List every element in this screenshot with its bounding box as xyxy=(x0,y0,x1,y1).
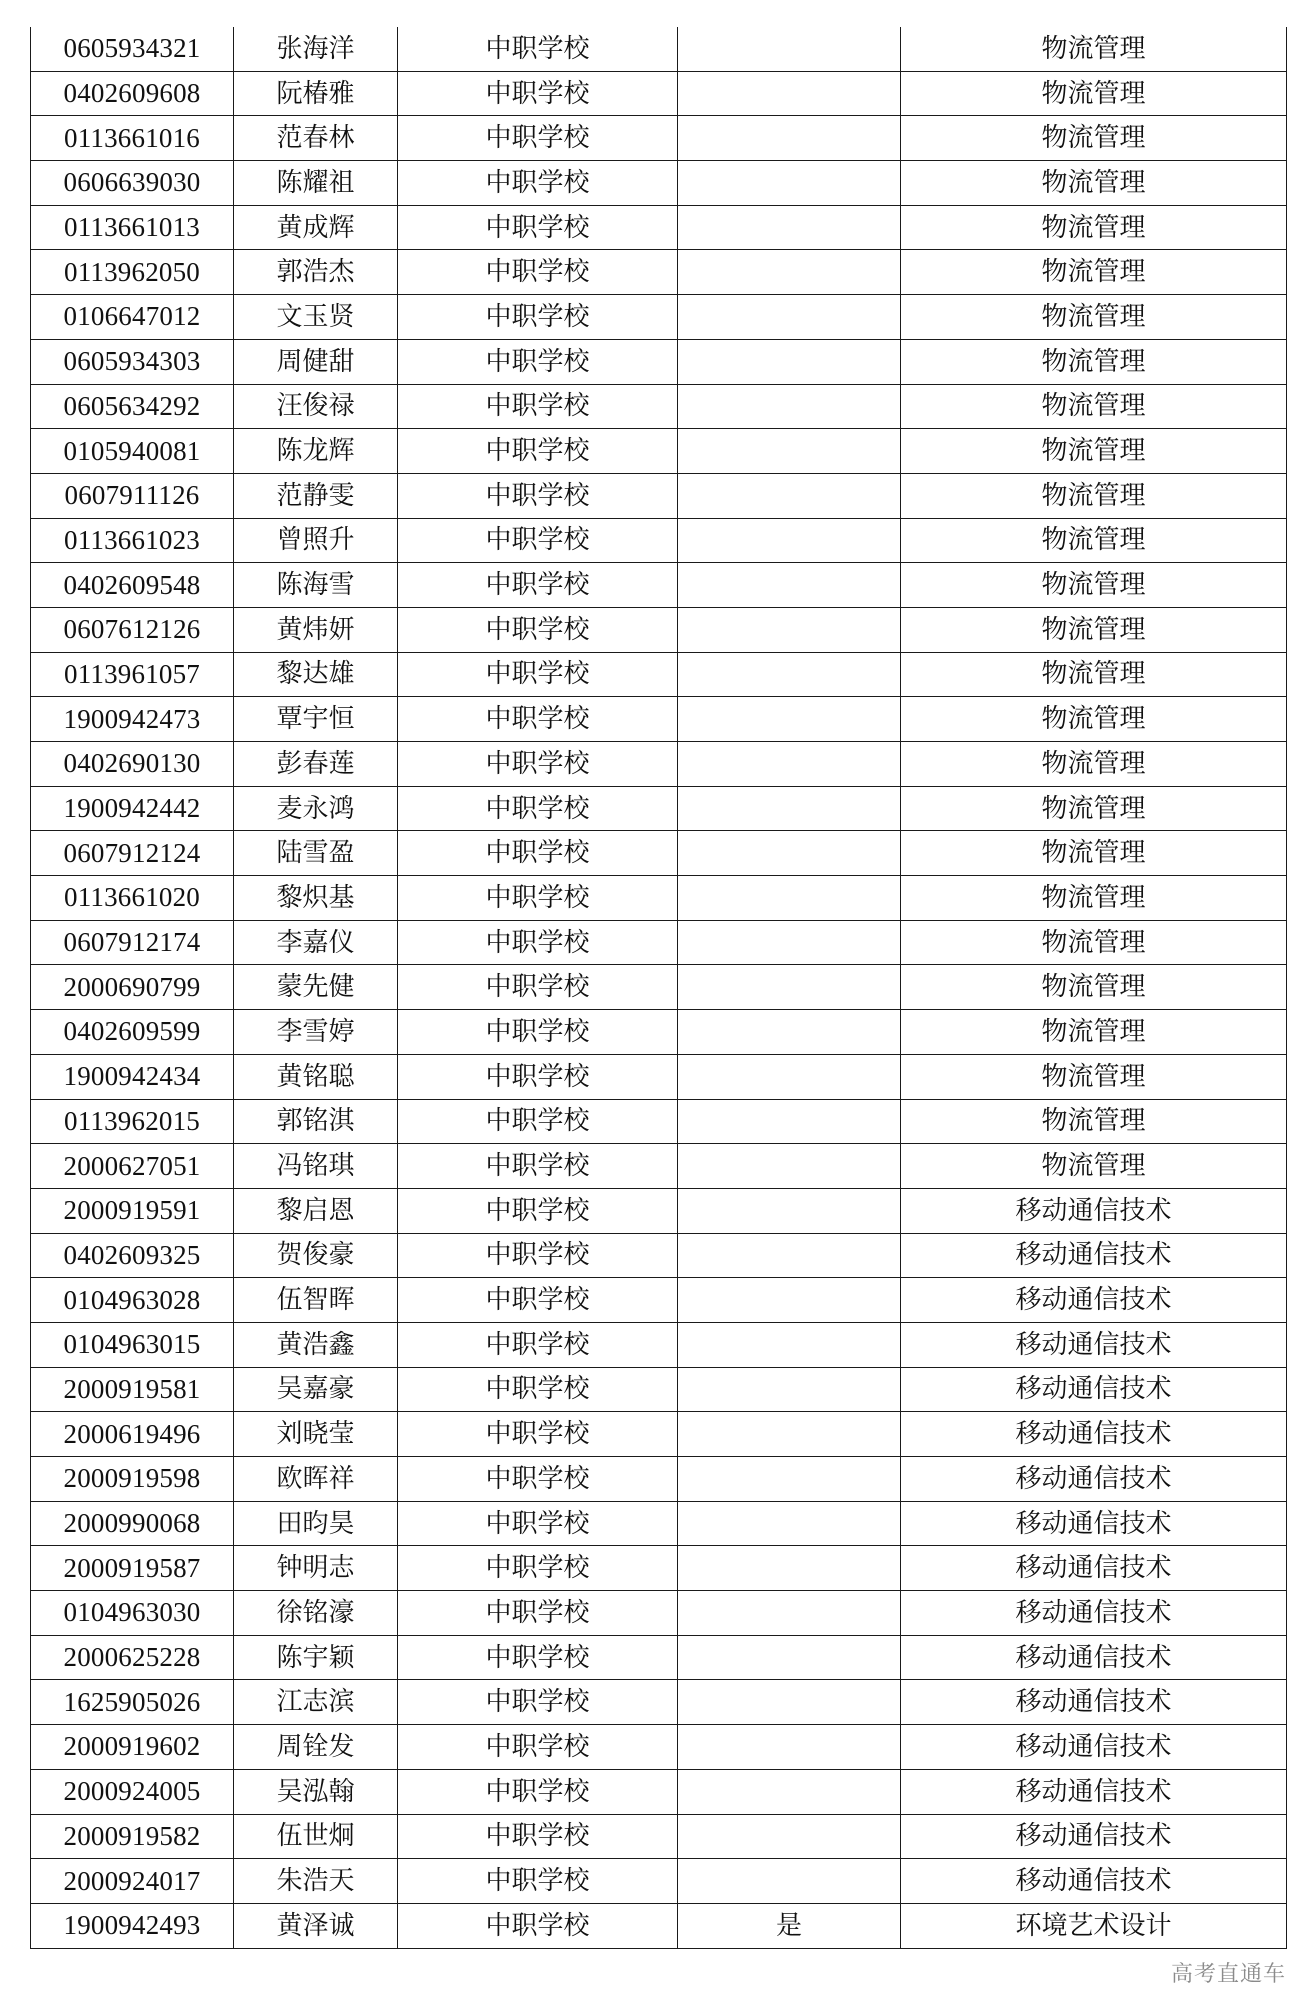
major-cell: 物流管理 xyxy=(901,563,1287,608)
school-type-cell: 中职学校 xyxy=(398,250,678,295)
major-cell: 移动通信技术 xyxy=(901,1367,1287,1412)
flag-cell xyxy=(678,518,901,563)
flag-cell xyxy=(678,1635,901,1680)
table-row xyxy=(31,518,1287,563)
major-cell: 物流管理 xyxy=(901,429,1287,474)
student-name-cell: 李雪婷 xyxy=(234,1010,398,1055)
candidate-number-cell: 1900942434 xyxy=(31,1054,234,1099)
table-row xyxy=(31,1278,1287,1323)
student-name-cell: 黄成辉 xyxy=(234,205,398,250)
table-row xyxy=(31,384,1287,429)
student-name-cell: 汪俊禄 xyxy=(234,384,398,429)
student-name-cell: 贺俊豪 xyxy=(234,1233,398,1278)
flag-cell xyxy=(678,116,901,161)
school-type-cell: 中职学校 xyxy=(398,1680,678,1725)
school-type-cell: 中职学校 xyxy=(398,1099,678,1144)
flag-cell xyxy=(678,1054,901,1099)
student-name-cell: 黄浩鑫 xyxy=(234,1322,398,1367)
student-name-cell: 郭铭淇 xyxy=(234,1099,398,1144)
table-row xyxy=(31,71,1287,116)
student-name-cell: 徐铭濠 xyxy=(234,1591,398,1636)
major-cell: 移动通信技术 xyxy=(901,1859,1287,1904)
student-name-cell: 黎启恩 xyxy=(234,1188,398,1233)
school-type-cell: 中职学校 xyxy=(398,1144,678,1189)
flag-cell xyxy=(678,1457,901,1502)
flag-cell xyxy=(678,1099,901,1144)
major-cell: 环境艺术设计 xyxy=(901,1903,1287,1948)
table-row xyxy=(31,1367,1287,1412)
table-row xyxy=(31,429,1287,474)
candidate-number-cell: 0607612126 xyxy=(31,607,234,652)
major-cell: 物流管理 xyxy=(901,876,1287,921)
candidate-number-cell: 1900942493 xyxy=(31,1903,234,1948)
flag-cell xyxy=(678,1501,901,1546)
candidate-number-cell: 0113961057 xyxy=(31,652,234,697)
candidate-number-cell: 2000919581 xyxy=(31,1367,234,1412)
candidate-number-cell: 0605934321 xyxy=(31,27,234,71)
student-name-cell: 彭春莲 xyxy=(234,742,398,787)
student-name-cell: 陆雪盈 xyxy=(234,831,398,876)
flag-cell xyxy=(678,920,901,965)
school-type-cell: 中职学校 xyxy=(398,339,678,384)
candidate-number-cell: 0402609608 xyxy=(31,71,234,116)
flag-cell xyxy=(678,563,901,608)
major-cell: 移动通信技术 xyxy=(901,1725,1287,1770)
school-type-cell: 中职学校 xyxy=(398,1412,678,1457)
major-cell: 物流管理 xyxy=(901,607,1287,652)
candidate-number-cell: 0104963015 xyxy=(31,1322,234,1367)
table-row xyxy=(31,1233,1287,1278)
major-cell: 移动通信技术 xyxy=(901,1680,1287,1725)
school-type-cell: 中职学校 xyxy=(398,27,678,71)
flag-cell xyxy=(678,205,901,250)
major-cell: 物流管理 xyxy=(901,1010,1287,1055)
candidate-number-cell: 0113661023 xyxy=(31,518,234,563)
student-name-cell: 陈宇颖 xyxy=(234,1635,398,1680)
student-name-cell: 周铨发 xyxy=(234,1725,398,1770)
candidate-number-cell: 0113661013 xyxy=(31,205,234,250)
school-type-cell: 中职学校 xyxy=(398,920,678,965)
flag-cell xyxy=(678,652,901,697)
major-cell: 物流管理 xyxy=(901,1099,1287,1144)
table-row xyxy=(31,116,1287,161)
school-type-cell: 中职学校 xyxy=(398,607,678,652)
flag-cell xyxy=(678,965,901,1010)
candidate-number-cell: 2000919582 xyxy=(31,1814,234,1859)
flag-cell xyxy=(678,697,901,742)
table-row xyxy=(31,965,1287,1010)
school-type-cell: 中职学校 xyxy=(398,965,678,1010)
major-cell: 物流管理 xyxy=(901,384,1287,429)
candidate-number-cell: 2000627051 xyxy=(31,1144,234,1189)
candidate-number-cell: 0113661016 xyxy=(31,116,234,161)
major-cell: 移动通信技术 xyxy=(901,1769,1287,1814)
school-type-cell: 中职学校 xyxy=(398,1233,678,1278)
table-row xyxy=(31,1725,1287,1770)
watermark-text: 高考直通车 xyxy=(1170,1962,1286,1987)
table-row xyxy=(31,473,1287,518)
major-cell: 物流管理 xyxy=(901,250,1287,295)
major-cell: 移动通信技术 xyxy=(901,1591,1287,1636)
school-type-cell: 中职学校 xyxy=(398,1591,678,1636)
candidate-number-cell: 2000919591 xyxy=(31,1188,234,1233)
major-cell: 移动通信技术 xyxy=(901,1501,1287,1546)
candidate-number-cell: 0605634292 xyxy=(31,384,234,429)
major-cell: 移动通信技术 xyxy=(901,1635,1287,1680)
student-name-cell: 吴泓翰 xyxy=(234,1769,398,1814)
major-cell: 移动通信技术 xyxy=(901,1322,1287,1367)
table-row xyxy=(31,1501,1287,1546)
major-cell: 物流管理 xyxy=(901,71,1287,116)
admission-list-table xyxy=(30,27,1287,1949)
table-row xyxy=(31,1859,1287,1904)
flag-cell xyxy=(678,1010,901,1055)
student-name-cell: 朱浩天 xyxy=(234,1859,398,1904)
candidate-number-cell: 2000919587 xyxy=(31,1546,234,1591)
student-name-cell: 周健甜 xyxy=(234,339,398,384)
flag-cell xyxy=(678,161,901,206)
candidate-number-cell: 2000924017 xyxy=(31,1859,234,1904)
flag-cell xyxy=(678,1322,901,1367)
candidate-number-cell: 2000924005 xyxy=(31,1769,234,1814)
candidate-number-cell: 0402609325 xyxy=(31,1233,234,1278)
table-row xyxy=(31,1188,1287,1233)
student-name-cell: 伍世炯 xyxy=(234,1814,398,1859)
student-name-cell: 黄铭聪 xyxy=(234,1054,398,1099)
flag-cell xyxy=(678,295,901,340)
student-name-cell: 曾照升 xyxy=(234,518,398,563)
major-cell: 物流管理 xyxy=(901,697,1287,742)
major-cell: 移动通信技术 xyxy=(901,1278,1287,1323)
school-type-cell: 中职学校 xyxy=(398,429,678,474)
table-row xyxy=(31,920,1287,965)
student-name-cell: 吴嘉豪 xyxy=(234,1367,398,1412)
school-type-cell: 中职学校 xyxy=(398,1725,678,1770)
candidate-number-cell: 1900942442 xyxy=(31,786,234,831)
school-type-cell: 中职学校 xyxy=(398,1367,678,1412)
table-row xyxy=(31,1010,1287,1055)
school-type-cell: 中职学校 xyxy=(398,71,678,116)
major-cell: 物流管理 xyxy=(901,1054,1287,1099)
flag-cell xyxy=(678,786,901,831)
student-name-cell: 伍智晖 xyxy=(234,1278,398,1323)
candidate-number-cell: 0607912124 xyxy=(31,831,234,876)
school-type-cell: 中职学校 xyxy=(398,205,678,250)
candidate-number-cell: 0605934303 xyxy=(31,339,234,384)
flag-cell xyxy=(678,27,901,71)
student-name-cell: 范静雯 xyxy=(234,473,398,518)
table-row xyxy=(31,1769,1287,1814)
student-name-cell: 阮椿雅 xyxy=(234,71,398,116)
candidate-number-cell: 0402690130 xyxy=(31,742,234,787)
school-type-cell: 中职学校 xyxy=(398,1278,678,1323)
flag-cell xyxy=(678,1412,901,1457)
school-type-cell: 中职学校 xyxy=(398,473,678,518)
major-cell: 移动通信技术 xyxy=(901,1546,1287,1591)
table-row xyxy=(31,652,1287,697)
student-name-cell: 文玉贤 xyxy=(234,295,398,340)
flag-cell xyxy=(678,71,901,116)
table-row xyxy=(31,1903,1287,1948)
flag-cell: 是 xyxy=(678,1903,901,1948)
school-type-cell: 中职学校 xyxy=(398,563,678,608)
school-type-cell: 中职学校 xyxy=(398,1457,678,1502)
school-type-cell: 中职学校 xyxy=(398,116,678,161)
flag-cell xyxy=(678,1144,901,1189)
major-cell: 物流管理 xyxy=(901,339,1287,384)
major-cell: 物流管理 xyxy=(901,831,1287,876)
major-cell: 物流管理 xyxy=(901,920,1287,965)
table-row xyxy=(31,161,1287,206)
candidate-number-cell: 0106647012 xyxy=(31,295,234,340)
table-row xyxy=(31,1054,1287,1099)
student-name-cell: 陈龙辉 xyxy=(234,429,398,474)
school-type-cell: 中职学校 xyxy=(398,1769,678,1814)
candidate-number-cell: 0113962015 xyxy=(31,1099,234,1144)
table-row xyxy=(31,1144,1287,1189)
flag-cell xyxy=(678,1591,901,1636)
candidate-number-cell: 0606639030 xyxy=(31,161,234,206)
candidate-number-cell: 0104963028 xyxy=(31,1278,234,1323)
flag-cell xyxy=(678,1546,901,1591)
table-row xyxy=(31,205,1287,250)
candidate-number-cell: 0607911126 xyxy=(31,473,234,518)
student-name-cell: 陈海雪 xyxy=(234,563,398,608)
table-row xyxy=(31,250,1287,295)
major-cell: 移动通信技术 xyxy=(901,1412,1287,1457)
candidate-number-cell: 1625905026 xyxy=(31,1680,234,1725)
major-cell: 物流管理 xyxy=(901,518,1287,563)
table-row xyxy=(31,607,1287,652)
candidate-number-cell: 0104963030 xyxy=(31,1591,234,1636)
flag-cell xyxy=(678,250,901,295)
school-type-cell: 中职学校 xyxy=(398,697,678,742)
table-row xyxy=(31,1635,1287,1680)
flag-cell xyxy=(678,339,901,384)
flag-cell xyxy=(678,1188,901,1233)
major-cell: 物流管理 xyxy=(901,205,1287,250)
school-type-cell: 中职学校 xyxy=(398,518,678,563)
student-name-cell: 黎达雄 xyxy=(234,652,398,697)
major-cell: 物流管理 xyxy=(901,965,1287,1010)
flag-cell xyxy=(678,429,901,474)
student-name-cell: 钟明志 xyxy=(234,1546,398,1591)
school-type-cell: 中职学校 xyxy=(398,876,678,921)
candidate-number-cell: 0113962050 xyxy=(31,250,234,295)
student-name-cell: 蒙先健 xyxy=(234,965,398,1010)
candidate-number-cell: 1900942473 xyxy=(31,697,234,742)
table-row xyxy=(31,1457,1287,1502)
major-cell: 物流管理 xyxy=(901,652,1287,697)
school-type-cell: 中职学校 xyxy=(398,1814,678,1859)
student-name-cell: 黎炽基 xyxy=(234,876,398,921)
flag-cell xyxy=(678,1725,901,1770)
candidate-number-cell: 2000919602 xyxy=(31,1725,234,1770)
school-type-cell: 中职学校 xyxy=(398,1635,678,1680)
candidate-number-cell: 2000990068 xyxy=(31,1501,234,1546)
student-name-cell: 郭浩杰 xyxy=(234,250,398,295)
table-row xyxy=(31,831,1287,876)
table-row xyxy=(31,1099,1287,1144)
school-type-cell: 中职学校 xyxy=(398,1903,678,1948)
school-type-cell: 中职学校 xyxy=(398,161,678,206)
flag-cell xyxy=(678,473,901,518)
school-type-cell: 中职学校 xyxy=(398,652,678,697)
student-name-cell: 刘晓莹 xyxy=(234,1412,398,1457)
school-type-cell: 中职学校 xyxy=(398,831,678,876)
candidate-number-cell: 2000690799 xyxy=(31,965,234,1010)
flag-cell xyxy=(678,831,901,876)
table-row xyxy=(31,1412,1287,1457)
candidate-number-cell: 2000919598 xyxy=(31,1457,234,1502)
school-type-cell: 中职学校 xyxy=(398,1054,678,1099)
school-type-cell: 中职学校 xyxy=(398,1010,678,1055)
school-type-cell: 中职学校 xyxy=(398,1322,678,1367)
major-cell: 物流管理 xyxy=(901,1144,1287,1189)
table-row xyxy=(31,1322,1287,1367)
table-row xyxy=(31,27,1287,71)
table-row xyxy=(31,697,1287,742)
candidate-number-cell: 0402609548 xyxy=(31,563,234,608)
student-name-cell: 黄泽诚 xyxy=(234,1903,398,1948)
candidate-number-cell: 2000619496 xyxy=(31,1412,234,1457)
school-type-cell: 中职学校 xyxy=(398,1546,678,1591)
school-type-cell: 中职学校 xyxy=(398,1501,678,1546)
flag-cell xyxy=(678,876,901,921)
student-name-cell: 李嘉仪 xyxy=(234,920,398,965)
flag-cell xyxy=(678,384,901,429)
candidate-number-cell: 0402609599 xyxy=(31,1010,234,1055)
major-cell: 移动通信技术 xyxy=(901,1814,1287,1859)
major-cell: 移动通信技术 xyxy=(901,1188,1287,1233)
table-row xyxy=(31,1814,1287,1859)
student-name-cell: 麦永鸿 xyxy=(234,786,398,831)
flag-cell xyxy=(678,1769,901,1814)
flag-cell xyxy=(678,1233,901,1278)
flag-cell xyxy=(678,1278,901,1323)
major-cell: 物流管理 xyxy=(901,473,1287,518)
student-name-cell: 范春林 xyxy=(234,116,398,161)
table-row xyxy=(31,1680,1287,1725)
student-name-cell: 田昀昊 xyxy=(234,1501,398,1546)
student-name-cell: 冯铭琪 xyxy=(234,1144,398,1189)
table-row xyxy=(31,563,1287,608)
major-cell: 物流管理 xyxy=(901,161,1287,206)
student-name-cell: 江志滨 xyxy=(234,1680,398,1725)
student-name-cell: 张海洋 xyxy=(234,27,398,71)
major-cell: 移动通信技术 xyxy=(901,1457,1287,1502)
school-type-cell: 中职学校 xyxy=(398,295,678,340)
major-cell: 物流管理 xyxy=(901,27,1287,71)
table-row xyxy=(31,1591,1287,1636)
flag-cell xyxy=(678,742,901,787)
table-row xyxy=(31,786,1287,831)
flag-cell xyxy=(678,1814,901,1859)
table-row xyxy=(31,295,1287,340)
table-row xyxy=(31,876,1287,921)
flag-cell xyxy=(678,1859,901,1904)
school-type-cell: 中职学校 xyxy=(398,384,678,429)
major-cell: 移动通信技术 xyxy=(901,1233,1287,1278)
student-name-cell: 陈耀祖 xyxy=(234,161,398,206)
table-row xyxy=(31,742,1287,787)
flag-cell xyxy=(678,1367,901,1412)
candidate-number-cell: 0113661020 xyxy=(31,876,234,921)
table-row xyxy=(31,1546,1287,1591)
student-name-cell: 覃宇恒 xyxy=(234,697,398,742)
flag-cell xyxy=(678,607,901,652)
major-cell: 物流管理 xyxy=(901,116,1287,161)
candidate-number-cell: 0105940081 xyxy=(31,429,234,474)
candidate-number-cell: 0607912174 xyxy=(31,920,234,965)
table-body xyxy=(31,27,1287,1948)
student-name-cell: 黄炜妍 xyxy=(234,607,398,652)
school-type-cell: 中职学校 xyxy=(398,786,678,831)
student-name-cell: 欧晖祥 xyxy=(234,1457,398,1502)
table-row xyxy=(31,339,1287,384)
school-type-cell: 中职学校 xyxy=(398,1188,678,1233)
school-type-cell: 中职学校 xyxy=(398,1859,678,1904)
major-cell: 物流管理 xyxy=(901,786,1287,831)
major-cell: 物流管理 xyxy=(901,742,1287,787)
candidate-number-cell: 2000625228 xyxy=(31,1635,234,1680)
school-type-cell: 中职学校 xyxy=(398,742,678,787)
major-cell: 物流管理 xyxy=(901,295,1287,340)
flag-cell xyxy=(678,1680,901,1725)
